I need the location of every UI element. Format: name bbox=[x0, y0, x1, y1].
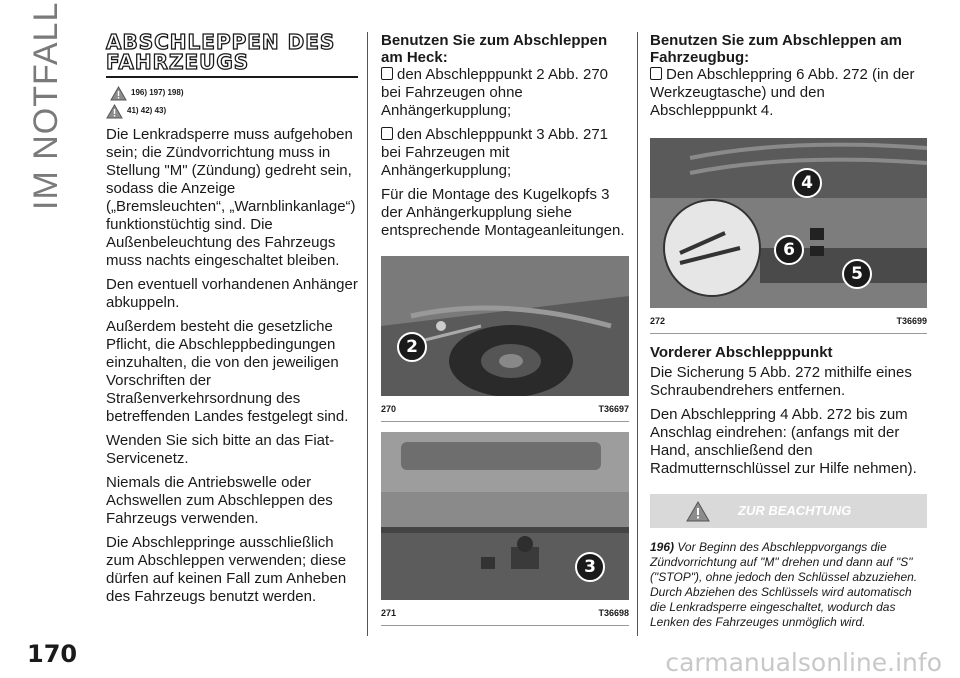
warning-refs-2 bbox=[106, 102, 358, 120]
paragraph: Den Abschleppring 4 Abb. 272 bis zum Anschlag eindrehen: (anfangs mit der Hand, anschließend den Radmutternschlüssel zur Hilfe nehmen). bbox=[650, 406, 917, 477]
figure-270 bbox=[381, 256, 629, 396]
section-heading-line2: FAHRZEUGS bbox=[106, 50, 250, 74]
warning-triangle-icon bbox=[686, 501, 710, 522]
callout-4: 4 bbox=[792, 168, 822, 198]
column-3 bbox=[650, 32, 927, 630]
paragraph: Wenden Sie sich bitte an das Fiat-Servicenetz. bbox=[106, 432, 335, 467]
list-item-text: den Abschlepppunkt 3 Abb. 271 bei Fahrzeugen mit Anhängerkupplung; bbox=[381, 126, 609, 179]
list-item-text: den Abschlepppunkt 2 Abb. 270 bei Fahrzeugen ohne Anhängerkupplung; bbox=[381, 66, 609, 119]
warning-triangle-icon bbox=[106, 104, 123, 119]
checkbox-bullet-icon bbox=[381, 127, 393, 140]
figure-272 bbox=[650, 138, 927, 308]
note-text: Vor Beginn des Abschleppvorgangs die Zündvorrichtung auf "M" drehen und dann auf "S" ("STOP"), ohne jedoch den Schlüssel abzuziehen. Durch Abziehen des Schlüssels wird automatisch die Lenkradsperre eingeschaltet, wodurch das Lenken des Fahrzeuges unmöglich wird. bbox=[650, 540, 918, 629]
page-number: 170 bbox=[27, 640, 78, 668]
paragraph: Außerdem besteht die gesetzliche Pflicht, die Abschleppbedingungen einzuhalten, die von den jeweiligen Vorschriften der Straßenverkehrsordnung des betreffenden Landes festgelegt sind. bbox=[106, 318, 349, 425]
caution-note bbox=[650, 540, 927, 630]
figure-code: T36698 bbox=[598, 608, 629, 618]
warning-refs-1-text: 196) 197) 198) bbox=[131, 88, 184, 97]
paragraph: Für die Montage des Kugelkopfs 3 der Anhängerkupplung siehe entsprechende Montageanleitungen. bbox=[381, 186, 625, 239]
callout-3: 3 bbox=[575, 552, 605, 582]
caution-banner bbox=[650, 494, 927, 528]
paragraph: Den eventuell vorhandenen Anhänger abkuppeln. bbox=[106, 276, 358, 311]
list-item-text: Den Abschleppring 6 Abb. 272 (in der Werkzeugtasche) und den Abschlepppunkt 4. bbox=[650, 66, 915, 119]
figure-code: T36697 bbox=[598, 404, 629, 414]
chapter-title bbox=[27, 1, 77, 228]
figure-caption bbox=[650, 312, 927, 334]
paragraph: Die Lenkradsperre muss aufgehoben sein; die Zündvorrichtung muss in Stellung "M" (Zündung) gedreht sein, sodass die Anzeige („Bremsleuchten“, „Warnblinkanlage“) funktionstüchtig sind. Die Außenbeleuchtung des Fahrzeugs muss nachts eingeschaltet bleiben. bbox=[106, 126, 356, 269]
caution-label: ZUR BEACHTUNG bbox=[738, 503, 852, 518]
warning-refs-1 bbox=[106, 84, 358, 102]
watermark: carmanualsonline.info bbox=[665, 648, 942, 677]
figure-271 bbox=[381, 432, 629, 600]
column-divider-2 bbox=[637, 32, 638, 636]
column-1 bbox=[106, 32, 358, 612]
figure-caption bbox=[381, 400, 629, 422]
callout-2: 2 bbox=[397, 332, 427, 362]
figure-caption bbox=[381, 604, 629, 626]
list-item bbox=[381, 126, 629, 180]
paragraph: Niemals die Antriebswelle oder Achswellen zum Abschleppen des Fahrzeugs verwenden. bbox=[106, 474, 333, 527]
front-towing-heading: Benutzen Sie zum Abschleppen am Fahrzeugbug: bbox=[650, 32, 902, 66]
note-ref: 196) bbox=[650, 540, 675, 554]
paragraph: Die Abschleppringe ausschließlich zum Abschleppen verwenden; diese dürfen auf keinen Fall zum Anheben des Fahrzeugs benutzt werden. bbox=[106, 534, 347, 605]
paragraph: Die Sicherung 5 Abb. 272 mithilfe eines Schraubendrehers entfernen. bbox=[650, 364, 912, 399]
figure-number: 271 bbox=[381, 608, 397, 618]
front-towing-point-heading: Vorderer Abschlepppunkt bbox=[650, 344, 833, 361]
figure-code: T36699 bbox=[896, 316, 927, 326]
warning-refs-2-text: 41) 42) 43) bbox=[127, 106, 167, 115]
column-2 bbox=[381, 32, 629, 626]
warning-triangle-icon bbox=[110, 86, 127, 101]
checkbox-bullet-icon bbox=[381, 67, 393, 80]
figure-number: 270 bbox=[381, 404, 397, 414]
figure-number: 272 bbox=[650, 316, 666, 326]
checkbox-bullet-icon bbox=[650, 67, 662, 80]
list-item bbox=[381, 66, 629, 120]
list-item bbox=[650, 66, 927, 120]
heading-underline bbox=[106, 76, 358, 78]
column-divider-1 bbox=[367, 32, 368, 636]
callout-5: 5 bbox=[842, 259, 872, 289]
callout-6: 6 bbox=[774, 235, 804, 265]
rear-towing-heading: Benutzen Sie zum Abschleppen am Heck: bbox=[381, 32, 608, 66]
section-heading-line1: ABSCHLEPPEN DES bbox=[106, 30, 336, 54]
chapter-title-text: IM NOTFALL bbox=[27, 1, 65, 210]
rear-underbody-illustration bbox=[381, 256, 629, 396]
front-bumper-towing-ring-illustration bbox=[650, 138, 927, 308]
